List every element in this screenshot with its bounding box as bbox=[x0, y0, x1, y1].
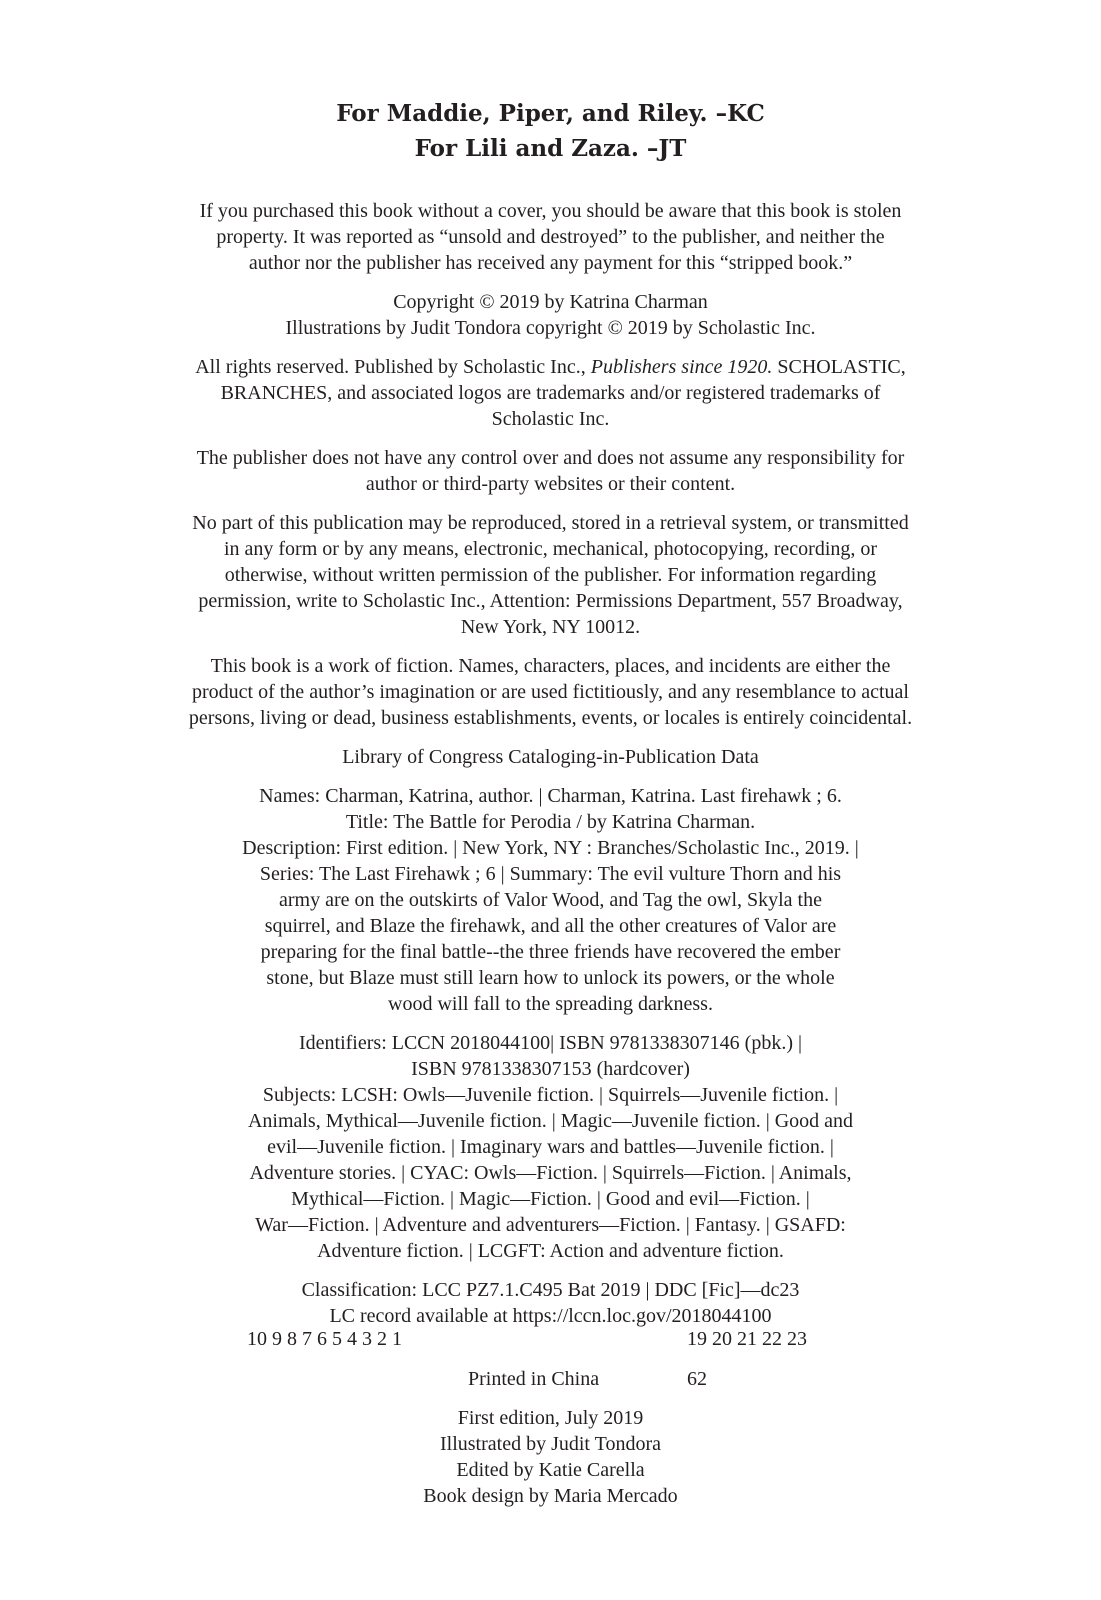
stripped-book-notice bbox=[110, 198, 991, 276]
dedication bbox=[0, 96, 1101, 166]
text-line: Series: The Last Firehawk ; 6 | Summary: The evil vulture Thorn and his bbox=[259, 863, 842, 885]
rights-notice bbox=[110, 354, 991, 432]
text-line: stone, but Blaze must still learn how to unlock its powers, or the whole bbox=[266, 967, 835, 989]
cip-names-block bbox=[110, 783, 991, 1017]
text-line: Subjects: LCSH: Owls—Juvenile fiction. | Squirrels—Juvenile fiction. | bbox=[262, 1084, 839, 1106]
text-line: squirrel, and Blaze the firehawk, and all the other creatures of Valor are bbox=[264, 915, 837, 937]
text-line: Copyright © 2019 by Katrina Charman bbox=[393, 291, 708, 313]
text-line: in any form or by any means, electronic, mechanical, photocopying, recording, or bbox=[223, 538, 878, 560]
text-line: Scholastic Inc. bbox=[491, 408, 610, 430]
text-line: wood will fall to the spreading darkness. bbox=[388, 993, 713, 1015]
text-line: War—Fiction. | Adventure and adventurers—Fiction. | Fantasy. | GSAFD: bbox=[255, 1214, 846, 1236]
text-line bbox=[110, 354, 991, 380]
cip-identifiers-block bbox=[110, 1030, 991, 1264]
printed-in-country: Printed in China bbox=[468, 1368, 600, 1390]
reproduction-notice bbox=[110, 510, 991, 640]
text-line: LC record available at https://lccn.loc.gov/2018044100 bbox=[329, 1305, 772, 1327]
text-line: Identifiers: LCCN 2018044100| ISBN 9781338307146 (pbk.) | bbox=[299, 1032, 802, 1054]
text-line: The publisher does not have any control over and does not assume any responsibility for bbox=[196, 447, 905, 469]
text-line: Mythical—Fiction. | Magic—Fiction. | Good and evil—Fiction. | bbox=[291, 1188, 810, 1210]
text-line: Classification: LCC PZ7.1.C495 Bat 2019 | DDC [Fic]—dc23 bbox=[301, 1279, 800, 1301]
text-line: New York, NY 10012. bbox=[460, 616, 641, 638]
text-line: No part of this publication may be reproduced, stored in a retrieval system, or transmitted bbox=[192, 512, 909, 534]
text-line: Adventure fiction. | LCGFT: Action and adventure fiction. bbox=[317, 1240, 784, 1262]
text-line: persons, living or dead, business establishments, events, or locales is entirely coincidental. bbox=[188, 707, 913, 729]
text-line: Title: The Battle for Perodia / by Katrina Charman. bbox=[345, 811, 756, 833]
text-run: SCHOLASTIC, bbox=[772, 356, 906, 378]
publisher-tagline: Publishers since 1920. bbox=[590, 356, 773, 378]
text-line: ISBN 9781338307153 (hardcover) bbox=[411, 1058, 690, 1080]
classification-block bbox=[110, 1277, 991, 1329]
text-line: permission, write to Scholastic Inc., Attention: Permissions Department, 557 Broadway, bbox=[198, 590, 903, 612]
text-line: Names: Charman, Katrina, author. | Charman, Katrina. Last firehawk ; 6. bbox=[259, 785, 842, 807]
dedication-line: For Lili and Zaza. –JT bbox=[414, 135, 687, 162]
responsibility-notice bbox=[110, 445, 991, 497]
text-line: author nor the publisher has received any payment for this “stripped book.” bbox=[248, 252, 853, 274]
printer-code: 62 bbox=[687, 1368, 707, 1390]
text-line: preparing for the final battle--the three friends have recovered the ember bbox=[260, 941, 841, 963]
text-line: otherwise, without written permission of the publisher. For information regarding bbox=[224, 564, 877, 586]
cip-heading: Library of Congress Cataloging-in-Publication Data bbox=[342, 746, 759, 768]
edition-credit: First edition, July 2019 bbox=[457, 1407, 644, 1429]
text-line: Adventure stories. | CYAC: Owls—Fiction. | Squirrels—Fiction. | Animals, bbox=[249, 1162, 852, 1184]
text-line: evil—Juvenile fiction. | Imaginary wars and battles—Juvenile fiction. | bbox=[267, 1136, 834, 1158]
text-line: Description: First edition. | New York, NY : Branches/Scholastic Inc., 2019. | bbox=[242, 837, 859, 859]
editor-credit: Edited by Katie Carella bbox=[456, 1459, 645, 1481]
copyright-notice bbox=[110, 289, 991, 341]
text-line: This book is a work of fiction. Names, characters, places, and incidents are either the bbox=[210, 655, 891, 677]
text-line: author or third-party websites or their content. bbox=[365, 473, 736, 495]
text-line: property. It was reported as “unsold and destroyed” to the publisher, and neither the bbox=[216, 226, 885, 248]
legal-text bbox=[110, 198, 991, 1329]
printing-line: 10 9 8 7 6 5 4 3 2 1 bbox=[247, 1328, 402, 1350]
designer-credit: Book design by Maria Mercado bbox=[423, 1485, 678, 1507]
text-run: All rights reserved. Published by Scholastic Inc., bbox=[195, 356, 591, 378]
text-line: army are on the outskirts of Valor Wood, and Tag the owl, Skyla the bbox=[278, 889, 822, 911]
text-line: Illustrations by Judit Tondora copyright © 2019 by Scholastic Inc. bbox=[285, 317, 816, 339]
text-line: Animals, Mythical—Juvenile fiction. | Magic—Juvenile fiction. | Good and bbox=[247, 1110, 854, 1132]
credits bbox=[0, 1405, 1101, 1509]
illustrator-credit: Illustrated by Judit Tondora bbox=[440, 1433, 661, 1455]
text-line: product of the author’s imagination or are used fictitiously, and any resemblance to actual bbox=[192, 681, 909, 703]
text-line: BRANCHES, and associated logos are trademarks and/or registered trademarks of bbox=[220, 382, 881, 404]
fiction-disclaimer bbox=[110, 653, 991, 731]
year-line: 19 20 21 22 23 bbox=[687, 1328, 807, 1350]
text-line: If you purchased this book without a cover, you should be aware that this book is stolen bbox=[199, 200, 902, 222]
dedication-line: For Maddie, Piper, and Riley. –KC bbox=[336, 100, 765, 127]
